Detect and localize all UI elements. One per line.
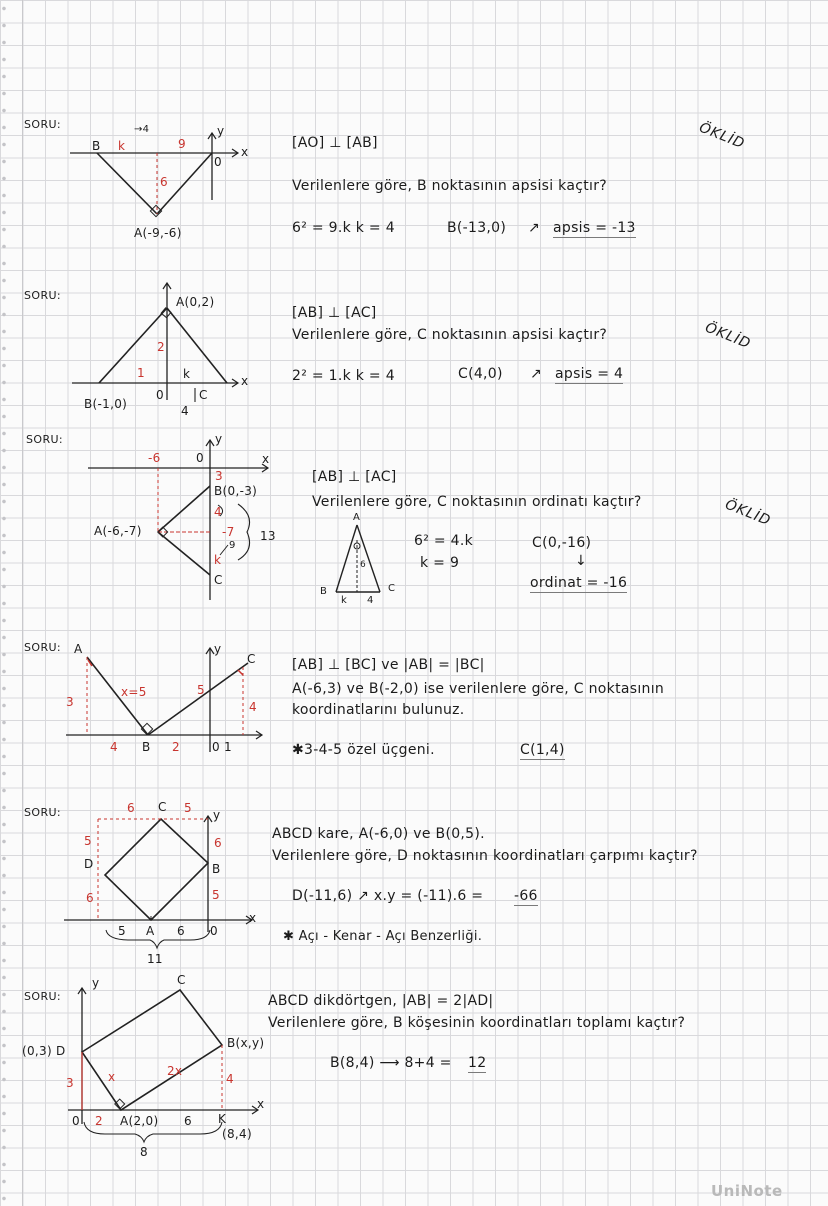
fig4-y: y bbox=[214, 642, 222, 656]
fig6-4: 4 bbox=[226, 1072, 234, 1086]
fig3-4: 4 bbox=[214, 505, 222, 519]
givens-6: ABCD dikdörtgen, |AB| = 2|AD| bbox=[268, 993, 494, 1009]
solution-eq-1: 6² = 9.k k = 4 bbox=[292, 220, 395, 236]
fig5-B: B bbox=[212, 862, 221, 876]
answer-4: C(1,4) bbox=[520, 742, 565, 758]
fig6-8: 8 bbox=[140, 1145, 148, 1159]
fig3-B: B(0,-3) bbox=[214, 484, 258, 498]
fig4-C: C bbox=[247, 652, 256, 666]
fig5-C: C bbox=[158, 800, 167, 814]
oklid-note-3: ÖKLİD bbox=[722, 496, 774, 530]
solution-point-1: B(-13,0) bbox=[447, 220, 507, 236]
fig2-4: 4 bbox=[181, 404, 189, 418]
soru-label-4: SORU: bbox=[24, 641, 62, 654]
answer-1: apsis = -13 bbox=[553, 220, 636, 236]
givens-4: [AB] ⊥ [BC] ve |AB| = |BC| bbox=[292, 657, 485, 673]
soru-label-5: SORU: bbox=[24, 806, 62, 819]
mini-C: C bbox=[388, 583, 396, 594]
fig6-K: K bbox=[218, 1112, 227, 1126]
fig2-B: B(-1,0) bbox=[84, 397, 128, 411]
fig4-A: A bbox=[74, 642, 83, 656]
fig6-2: 2 bbox=[95, 1114, 103, 1128]
question-2: Verilenlere göre, C noktasının apsisi kaçtır? bbox=[292, 327, 608, 343]
fig1-6: 6 bbox=[160, 175, 168, 189]
uninote-watermark: UniNote bbox=[711, 1182, 783, 1200]
fig6-x: x bbox=[108, 1070, 116, 1084]
fig6-3: 3 bbox=[66, 1076, 74, 1090]
fig1-k: k bbox=[118, 139, 126, 153]
givens-2: [AB] ⊥ [AC] bbox=[292, 305, 377, 321]
fig5-5b: 5 bbox=[212, 888, 220, 902]
fig3-13: 13 bbox=[260, 529, 276, 543]
fig2-x: x bbox=[241, 374, 249, 388]
fig5-6r: 6 bbox=[214, 836, 222, 850]
fig5-x: x bbox=[249, 911, 257, 925]
fig5-A: A bbox=[146, 924, 155, 938]
fig4-4b: 4 bbox=[110, 740, 118, 754]
fig3-9: 9 bbox=[229, 540, 236, 551]
fig6-A: A(2,0) bbox=[120, 1114, 159, 1128]
note-4: ✱3-4-5 özel üçgeni. bbox=[292, 742, 435, 758]
fig2-C: C bbox=[199, 388, 208, 402]
solution-point-3: C(0,-16) bbox=[532, 535, 592, 551]
fig5-6bottom: 6 bbox=[177, 924, 185, 938]
answer-5: -66 bbox=[514, 888, 538, 904]
fig5-5bottom: 5 bbox=[118, 924, 126, 938]
fig3-m6: -6 bbox=[148, 451, 161, 465]
fig6-y: y bbox=[92, 976, 100, 990]
mini-k: k bbox=[341, 595, 348, 606]
fig5-5l: 5 bbox=[84, 834, 92, 848]
solution-eq-2: 2² = 1.k k = 4 bbox=[292, 368, 395, 384]
mini-4: 4 bbox=[367, 595, 374, 606]
question-1: Verilenlere göre, B noktasının apsisi kaçtır? bbox=[292, 178, 607, 194]
fig5-O: 0 bbox=[210, 924, 218, 938]
givens-1: [AO] ⊥ [AB] bbox=[292, 135, 378, 151]
fig6-C: C bbox=[177, 973, 186, 987]
givens-3: [AB] ⊥ [AC] bbox=[312, 469, 397, 485]
fig1-x: x bbox=[241, 145, 249, 159]
solution-eq1-3: 6² = 4.k bbox=[414, 533, 474, 549]
fig3-O: 0 bbox=[196, 451, 204, 465]
givens-5: ABCD kare, A(-6,0) ve B(0,5). bbox=[272, 826, 485, 842]
fig4-3: 3 bbox=[66, 695, 74, 709]
answer-6: 12 bbox=[468, 1055, 487, 1071]
fig4-2: 2 bbox=[172, 740, 180, 754]
fig2-O: 0 bbox=[156, 388, 164, 402]
soru-label-6: SORU: bbox=[24, 990, 62, 1003]
fig2-k: k bbox=[183, 367, 191, 381]
soru-label-3: SORU: bbox=[26, 433, 64, 446]
question-5: Verilenlere göre, D noktasının koordinatları çarpımı kaçtır? bbox=[272, 848, 698, 864]
answer-3: ordinat = -16 bbox=[530, 575, 628, 591]
fig6-xaxis: x bbox=[257, 1097, 265, 1111]
fig3-m7: -7 bbox=[222, 525, 235, 539]
fig1-y: y bbox=[217, 124, 225, 138]
note-5: ✱ Açı - Kenar - Açı Benzerliği. bbox=[283, 929, 483, 944]
mini-6: 6 bbox=[360, 560, 367, 570]
fig3-x: x bbox=[262, 452, 270, 466]
fig4-B: B bbox=[142, 740, 151, 754]
fig2-A: A(0,2) bbox=[176, 295, 215, 309]
solution-eq2-3: k = 9 bbox=[420, 555, 460, 571]
mini-B: B bbox=[320, 586, 328, 597]
fig1-A: A(-9,-6) bbox=[134, 226, 182, 240]
fig6-B: B(x,y) bbox=[227, 1036, 265, 1050]
soru-label-2: SORU: bbox=[24, 289, 62, 302]
fig6-K84: (8,4) bbox=[222, 1127, 252, 1141]
answer-2: apsis = 4 bbox=[555, 366, 624, 382]
fig5-y: y bbox=[213, 808, 221, 822]
question-6: Verilenlere göre, B köşesinin koordinatları toplamı kaçtır? bbox=[268, 1015, 686, 1031]
oklid-note-1: ÖKLİD bbox=[696, 119, 748, 153]
question2-4: koordinatlarını bulunuz. bbox=[292, 702, 465, 718]
fig5-6l: 6 bbox=[86, 891, 94, 905]
question-3: Verilenlere göre, C noktasının ordinatı kaçtır? bbox=[312, 494, 642, 510]
fig4-O1: 0 1 bbox=[212, 740, 232, 754]
fig1-B: B bbox=[92, 139, 101, 153]
fig3-C: C bbox=[214, 573, 223, 587]
fig3-3: 3 bbox=[215, 469, 223, 483]
fig5-11: 11 bbox=[147, 952, 163, 966]
mini-A: A bbox=[353, 512, 361, 523]
fig4-4: 4 bbox=[249, 700, 257, 714]
fig2-2: 2 bbox=[157, 340, 165, 354]
fig2-1: 1 bbox=[137, 366, 145, 380]
solution-6: B(8,4) ⟶ 8+4 = bbox=[330, 1055, 452, 1071]
fig1-9: 9 bbox=[178, 137, 186, 151]
soru-label-1: SORU: bbox=[24, 118, 62, 131]
fig4-x5: x=5 bbox=[121, 685, 147, 699]
fig6-D: (0,3) D bbox=[22, 1044, 66, 1058]
fig1-arrow4: →4 bbox=[134, 124, 150, 135]
fig5-5: 5 bbox=[184, 801, 192, 815]
fig6-O: 0 bbox=[72, 1114, 80, 1128]
fig4-5: 5 bbox=[197, 683, 205, 697]
fig3-y: y bbox=[215, 432, 223, 446]
fig6-6: 6 bbox=[184, 1114, 192, 1128]
fig6-2x: 2x bbox=[167, 1064, 183, 1078]
oklid-note-2: ÖKLİD bbox=[702, 319, 754, 353]
solution-5: D(-11,6) ↗ x.y = (-11).6 = bbox=[292, 888, 484, 904]
solution-point-2: C(4,0) bbox=[458, 366, 503, 382]
fig1-O: 0 bbox=[214, 155, 222, 169]
fig3-k: k bbox=[214, 553, 222, 567]
fig5-6: 6 bbox=[127, 801, 135, 815]
question-4: A(-6,3) ve B(-2,0) ise verilenlere göre, C noktasının bbox=[292, 681, 665, 697]
fig3-A: A(-6,-7) bbox=[94, 524, 142, 538]
fig5-D: D bbox=[84, 857, 94, 871]
